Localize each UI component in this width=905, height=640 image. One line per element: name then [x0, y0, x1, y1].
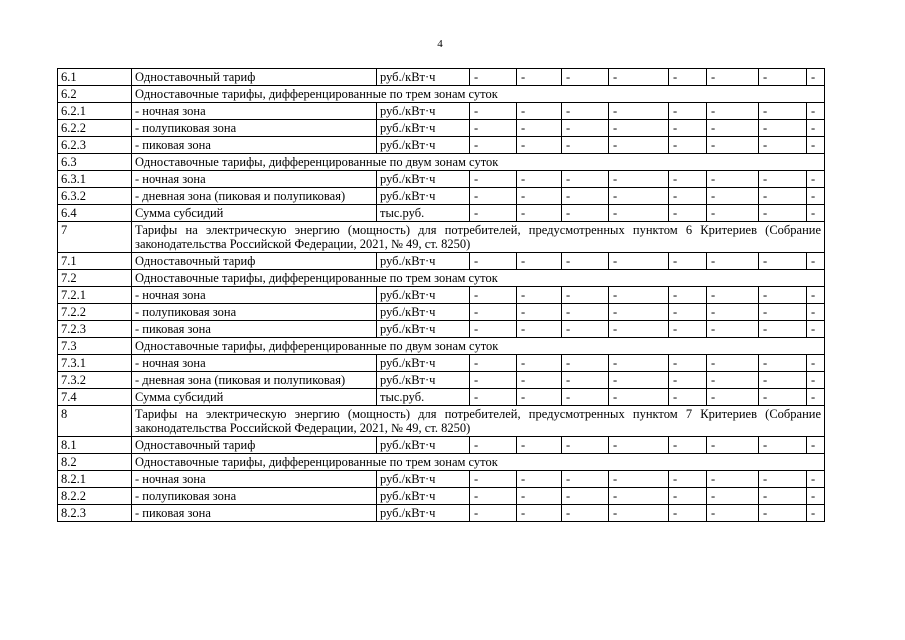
row-unit: тыс.руб.	[377, 205, 470, 222]
value-cell: -	[759, 103, 807, 120]
value-cell: -	[669, 505, 707, 522]
value-cell: -	[707, 488, 759, 505]
value-cell: -	[759, 205, 807, 222]
value-cell: -	[759, 505, 807, 522]
value-cell: -	[470, 389, 517, 406]
value-cell: -	[807, 103, 825, 120]
group-heading: Одноставочные тарифы, дифференцированные по трем зонам суток	[132, 454, 825, 471]
value-cell: -	[470, 287, 517, 304]
section-heading: Тарифы на электрическую энергию (мощность) для потребителей, предусмотренных пунктом 7 Критериев (Собрание законодательства Российской Федерации, 2021, № 49, ст. 8250)	[132, 406, 825, 437]
row-number: 8.2.3	[58, 505, 132, 522]
value-cell: -	[470, 103, 517, 120]
row-name: Одноставочный тариф	[132, 437, 377, 454]
row-name: - дневная зона (пиковая и полупиковая)	[132, 188, 377, 205]
value-cell: -	[707, 188, 759, 205]
row-name: - дневная зона (пиковая и полупиковая)	[132, 372, 377, 389]
value-cell: -	[562, 253, 609, 270]
value-cell: -	[759, 389, 807, 406]
value-cell: -	[562, 120, 609, 137]
row-number: 6.2	[58, 86, 132, 103]
group-heading: Одноставочные тарифы, дифференцированные по трем зонам суток	[132, 86, 825, 103]
row-unit: руб./кВт·ч	[377, 437, 470, 454]
value-cell: -	[669, 437, 707, 454]
row-number: 7.3	[58, 338, 132, 355]
value-cell: -	[707, 253, 759, 270]
value-cell: -	[707, 137, 759, 154]
value-cell: -	[669, 304, 707, 321]
table-row	[58, 454, 825, 471]
value-cell: -	[517, 372, 562, 389]
table-row	[58, 154, 825, 171]
value-cell: -	[759, 137, 807, 154]
value-cell: -	[470, 120, 517, 137]
row-unit: руб./кВт·ч	[377, 137, 470, 154]
value-cell: -	[517, 69, 562, 86]
row-name: - ночная зона	[132, 171, 377, 188]
value-cell: -	[517, 103, 562, 120]
value-cell: -	[807, 120, 825, 137]
value-cell: -	[707, 69, 759, 86]
value-cell: -	[759, 437, 807, 454]
value-cell: -	[807, 188, 825, 205]
table-row	[58, 389, 825, 406]
row-name: Сумма субсидий	[132, 205, 377, 222]
value-cell: -	[707, 304, 759, 321]
table-row	[58, 270, 825, 287]
value-cell: -	[609, 471, 669, 488]
value-cell: -	[609, 253, 669, 270]
value-cell: -	[807, 253, 825, 270]
value-cell: -	[609, 389, 669, 406]
value-cell: -	[759, 372, 807, 389]
row-unit: руб./кВт·ч	[377, 103, 470, 120]
value-cell: -	[807, 389, 825, 406]
value-cell: -	[470, 471, 517, 488]
value-cell: -	[517, 171, 562, 188]
value-cell: -	[517, 188, 562, 205]
row-name: - ночная зона	[132, 471, 377, 488]
row-number: 7.4	[58, 389, 132, 406]
row-number: 6.3.2	[58, 188, 132, 205]
tariff-table	[57, 68, 825, 522]
value-cell: -	[707, 389, 759, 406]
value-cell: -	[517, 304, 562, 321]
value-cell: -	[759, 488, 807, 505]
value-cell: -	[470, 488, 517, 505]
row-name: - полупиковая зона	[132, 304, 377, 321]
table-row	[58, 188, 825, 205]
table-row	[58, 171, 825, 188]
row-number: 7.2.3	[58, 321, 132, 338]
value-cell: -	[609, 488, 669, 505]
value-cell: -	[669, 253, 707, 270]
value-cell: -	[807, 69, 825, 86]
value-cell: -	[609, 120, 669, 137]
value-cell: -	[562, 188, 609, 205]
value-cell: -	[707, 120, 759, 137]
value-cell: -	[609, 505, 669, 522]
value-cell: -	[562, 437, 609, 454]
value-cell: -	[609, 103, 669, 120]
value-cell: -	[669, 188, 707, 205]
table-row	[58, 488, 825, 505]
table-row	[58, 505, 825, 522]
table-row	[58, 69, 825, 86]
value-cell: -	[609, 171, 669, 188]
value-cell: -	[470, 205, 517, 222]
value-cell: -	[562, 103, 609, 120]
row-unit: руб./кВт·ч	[377, 321, 470, 338]
value-cell: -	[562, 287, 609, 304]
value-cell: -	[669, 372, 707, 389]
value-cell: -	[759, 188, 807, 205]
value-cell: -	[562, 171, 609, 188]
value-cell: -	[517, 287, 562, 304]
row-unit: руб./кВт·ч	[377, 471, 470, 488]
value-cell: -	[807, 488, 825, 505]
value-cell: -	[669, 471, 707, 488]
value-cell: -	[470, 437, 517, 454]
value-cell: -	[759, 171, 807, 188]
table-row	[58, 338, 825, 355]
value-cell: -	[562, 389, 609, 406]
row-number: 8.2.1	[58, 471, 132, 488]
row-number: 8.2.2	[58, 488, 132, 505]
value-cell: -	[707, 505, 759, 522]
value-cell: -	[562, 69, 609, 86]
value-cell: -	[707, 171, 759, 188]
value-cell: -	[807, 372, 825, 389]
value-cell: -	[807, 355, 825, 372]
row-unit: руб./кВт·ч	[377, 171, 470, 188]
row-name: Одноставочный тариф	[132, 253, 377, 270]
value-cell: -	[707, 321, 759, 338]
value-cell: -	[807, 287, 825, 304]
value-cell: -	[707, 372, 759, 389]
row-number: 8.2	[58, 454, 132, 471]
value-cell: -	[609, 355, 669, 372]
value-cell: -	[562, 304, 609, 321]
row-number: 7.2.1	[58, 287, 132, 304]
table-body	[58, 69, 825, 522]
value-cell: -	[759, 287, 807, 304]
value-cell: -	[470, 304, 517, 321]
value-cell: -	[609, 437, 669, 454]
value-cell: -	[517, 205, 562, 222]
value-cell: -	[669, 103, 707, 120]
row-name: - ночная зона	[132, 103, 377, 120]
value-cell: -	[759, 253, 807, 270]
row-number: 6.3	[58, 154, 132, 171]
value-cell: -	[609, 205, 669, 222]
value-cell: -	[807, 137, 825, 154]
row-unit: руб./кВт·ч	[377, 355, 470, 372]
row-number: 6.3.1	[58, 171, 132, 188]
value-cell: -	[609, 287, 669, 304]
row-number: 6.2.1	[58, 103, 132, 120]
value-cell: -	[470, 372, 517, 389]
table-row	[58, 406, 825, 437]
row-unit: руб./кВт·ч	[377, 287, 470, 304]
table-row	[58, 137, 825, 154]
value-cell: -	[707, 471, 759, 488]
value-cell: -	[470, 253, 517, 270]
row-unit: руб./кВт·ч	[377, 253, 470, 270]
value-cell: -	[562, 355, 609, 372]
table-row	[58, 287, 825, 304]
row-name: - пиковая зона	[132, 137, 377, 154]
table-row	[58, 437, 825, 454]
row-name: - ночная зона	[132, 287, 377, 304]
row-name: Сумма субсидий	[132, 389, 377, 406]
page-number: 4	[437, 38, 443, 50]
value-cell: -	[807, 171, 825, 188]
group-heading: Одноставочные тарифы, дифференцированные по трем зонам суток	[132, 270, 825, 287]
row-unit: тыс.руб.	[377, 389, 470, 406]
value-cell: -	[707, 287, 759, 304]
row-number: 6.2.3	[58, 137, 132, 154]
table-row	[58, 103, 825, 120]
value-cell: -	[669, 355, 707, 372]
value-cell: -	[609, 69, 669, 86]
value-cell: -	[517, 120, 562, 137]
value-cell: -	[807, 304, 825, 321]
value-cell: -	[470, 171, 517, 188]
value-cell: -	[669, 171, 707, 188]
value-cell: -	[807, 205, 825, 222]
value-cell: -	[707, 355, 759, 372]
value-cell: -	[517, 253, 562, 270]
table-row	[58, 205, 825, 222]
row-name: - пиковая зона	[132, 505, 377, 522]
value-cell: -	[759, 69, 807, 86]
value-cell: -	[517, 321, 562, 338]
row-number: 6.2.2	[58, 120, 132, 137]
table-row	[58, 372, 825, 389]
row-unit: руб./кВт·ч	[377, 69, 470, 86]
table-row	[58, 253, 825, 270]
value-cell: -	[609, 188, 669, 205]
row-number: 7.1	[58, 253, 132, 270]
row-unit: руб./кВт·ч	[377, 120, 470, 137]
value-cell: -	[517, 505, 562, 522]
value-cell: -	[517, 437, 562, 454]
row-name: - ночная зона	[132, 355, 377, 372]
row-number: 6.1	[58, 69, 132, 86]
row-number: 7.2	[58, 270, 132, 287]
value-cell: -	[707, 103, 759, 120]
row-unit: руб./кВт·ч	[377, 372, 470, 389]
table-row	[58, 471, 825, 488]
value-cell: -	[562, 471, 609, 488]
value-cell: -	[609, 321, 669, 338]
value-cell: -	[562, 488, 609, 505]
group-heading: Одноставочные тарифы, дифференцированные по двум зонам суток	[132, 338, 825, 355]
row-number: 7.2.2	[58, 304, 132, 321]
value-cell: -	[609, 372, 669, 389]
table-row	[58, 321, 825, 338]
value-cell: -	[562, 321, 609, 338]
row-unit: руб./кВт·ч	[377, 304, 470, 321]
row-number: 6.4	[58, 205, 132, 222]
value-cell: -	[669, 287, 707, 304]
value-cell: -	[517, 488, 562, 505]
row-number: 7.3.2	[58, 372, 132, 389]
row-number: 8.1	[58, 437, 132, 454]
value-cell: -	[707, 437, 759, 454]
value-cell: -	[807, 321, 825, 338]
value-cell: -	[759, 120, 807, 137]
value-cell: -	[807, 471, 825, 488]
value-cell: -	[517, 137, 562, 154]
value-cell: -	[669, 321, 707, 338]
group-heading: Одноставочные тарифы, дифференцированные по двум зонам суток	[132, 154, 825, 171]
row-name: - полупиковая зона	[132, 488, 377, 505]
value-cell: -	[669, 120, 707, 137]
row-unit: руб./кВт·ч	[377, 188, 470, 205]
value-cell: -	[807, 505, 825, 522]
value-cell: -	[562, 505, 609, 522]
row-unit: руб./кВт·ч	[377, 488, 470, 505]
row-unit: руб./кВт·ч	[377, 505, 470, 522]
value-cell: -	[562, 372, 609, 389]
value-cell: -	[609, 304, 669, 321]
value-cell: -	[470, 137, 517, 154]
value-cell: -	[517, 355, 562, 372]
table-row	[58, 222, 825, 253]
section-heading: Тарифы на электрическую энергию (мощность) для потребителей, предусмотренных пунктом 6 Критериев (Собрание законодательства Российской Федерации, 2021, № 49, ст. 8250)	[132, 222, 825, 253]
value-cell: -	[759, 471, 807, 488]
table-row	[58, 304, 825, 321]
value-cell: -	[470, 188, 517, 205]
row-name: Одноставочный тариф	[132, 69, 377, 86]
row-number: 7.3.1	[58, 355, 132, 372]
value-cell: -	[517, 471, 562, 488]
value-cell: -	[759, 304, 807, 321]
value-cell: -	[470, 321, 517, 338]
value-cell: -	[470, 355, 517, 372]
value-cell: -	[609, 137, 669, 154]
table-row	[58, 120, 825, 137]
value-cell: -	[517, 389, 562, 406]
table-row	[58, 86, 825, 103]
row-name: - полупиковая зона	[132, 120, 377, 137]
value-cell: -	[669, 69, 707, 86]
value-cell: -	[759, 355, 807, 372]
value-cell: -	[470, 69, 517, 86]
value-cell: -	[807, 437, 825, 454]
value-cell: -	[669, 205, 707, 222]
row-name: - пиковая зона	[132, 321, 377, 338]
value-cell: -	[759, 321, 807, 338]
value-cell: -	[669, 137, 707, 154]
value-cell: -	[470, 505, 517, 522]
value-cell: -	[669, 389, 707, 406]
value-cell: -	[562, 205, 609, 222]
table-row	[58, 355, 825, 372]
value-cell: -	[669, 488, 707, 505]
row-number: 7	[58, 222, 132, 253]
value-cell: -	[707, 205, 759, 222]
row-number: 8	[58, 406, 132, 437]
value-cell: -	[562, 137, 609, 154]
